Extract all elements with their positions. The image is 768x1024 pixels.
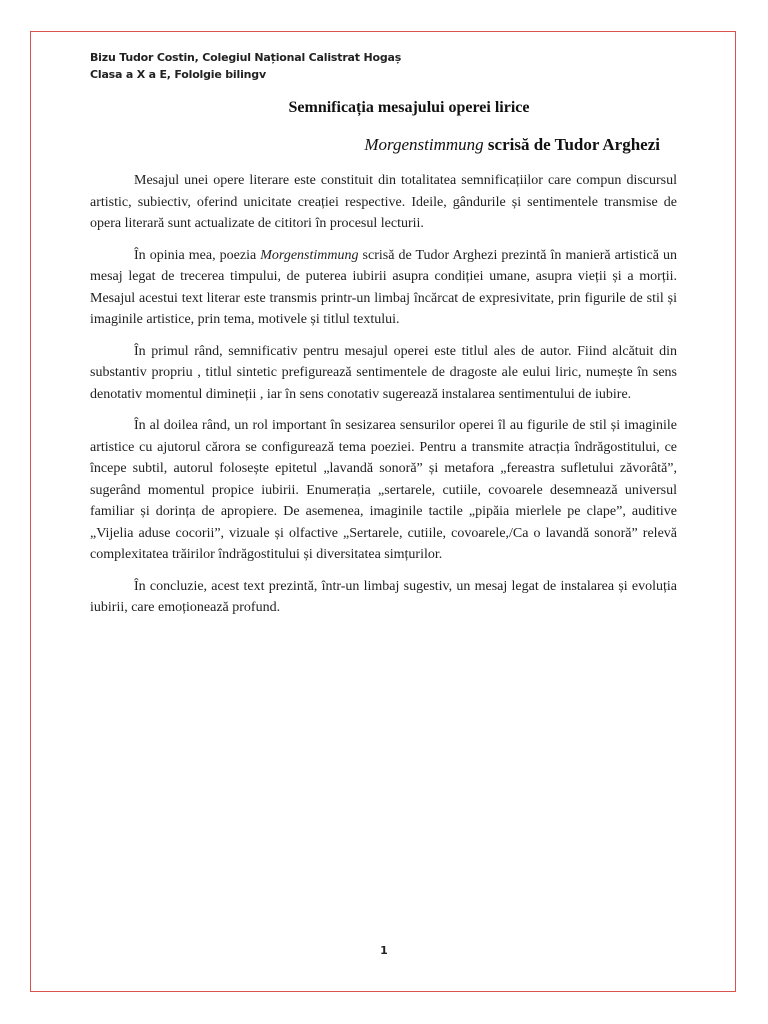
document-header xyxy=(90,49,401,83)
paragraph-intro: Mesajul unei opere literare este constituit din totalitatea semnificațiilor care compun discursul artistic, subiectiv, oferind unicitate creației respective. Ideile, gândurile și sentimentele transmise de opera literară sunt actualizate de cititori în procesul lecturii. xyxy=(90,173,677,231)
header-class-line: Clasa a X a E, Fololgie bilingv xyxy=(90,68,266,81)
document-body xyxy=(90,170,677,629)
paragraph-opinion xyxy=(90,245,677,331)
document-subtitle xyxy=(364,135,660,155)
paragraph-conclusion: În concluzie, acest text prezintă, într-un limbaj sugestiv, un mesaj legat de instalarea și evoluția iubirii, care emoționează profund. xyxy=(90,578,677,615)
paragraph-title-analysis: În primul rând, semnificativ pentru mesajul operei este titlul ales de autor. Fiind alcătuit din substantiv propriu , titlul sintetic prefigurează sentimentele de dragoste ale eului liric, numește în sens denotativ momentul dimineții , iar în sens conotativ sugerează instalarea sentimentului de iubire. xyxy=(90,343,677,402)
paragraph-opinion-start: În opinia mea, poezia xyxy=(134,247,261,263)
paragraph-opinion-work: Morgenstimmung xyxy=(260,247,359,263)
subtitle-work-title: Morgenstimmung xyxy=(364,135,484,154)
paragraph-opinion-end: scrisă de Tudor Arghezi prezintă în manieră artistică un mesaj legat de trecerea timpului, de puterea iubirii asupra condiției umane, asupra vieții și a morții. Mesajul acestui text literar este transmis printr-un limbaj încărcat de expresivitate, prin figurile de stil și imaginile artistice, prin tema, motivele și titlul textului. xyxy=(90,247,677,327)
document-title: Semnificația mesajului operei lirice xyxy=(288,99,530,116)
paragraph-figures-analysis: În al doilea rând, un rol important în sesizarea sensurilor operei îl au figurile de stil și imaginile artistice cu ajutorul cărora se configurează tema poeziei. Pentru a transmite atracția îndrăgostitului, ce începe subtil, autorul folosește epitetul „lavandă sonoră” și metafora „fereastra sufletului zăvorâtă”, sugerând momentul propice iubirii. Enumerația „sertarele, cutiile, covoarele desemnează universul familiar și dorința de apropiere. De asemenea, imaginile tactile „pipăia mierlele pe clape”, auditive „Vijelia aduse cocorii”, vizuale și olfactive „Sertarele, cutiile, covoarele,/Ca o lavandă sonoră” relevă complexitatea trăirilor îndrăgostitului și diversitatea simțurilor. xyxy=(90,418,677,562)
subtitle-author: scrisă de Tudor Arghezi xyxy=(483,135,660,154)
page-number: 1 xyxy=(380,944,388,957)
header-author-line: Bizu Tudor Costin, Colegiul Național Calistrat Hogaș xyxy=(90,51,402,64)
